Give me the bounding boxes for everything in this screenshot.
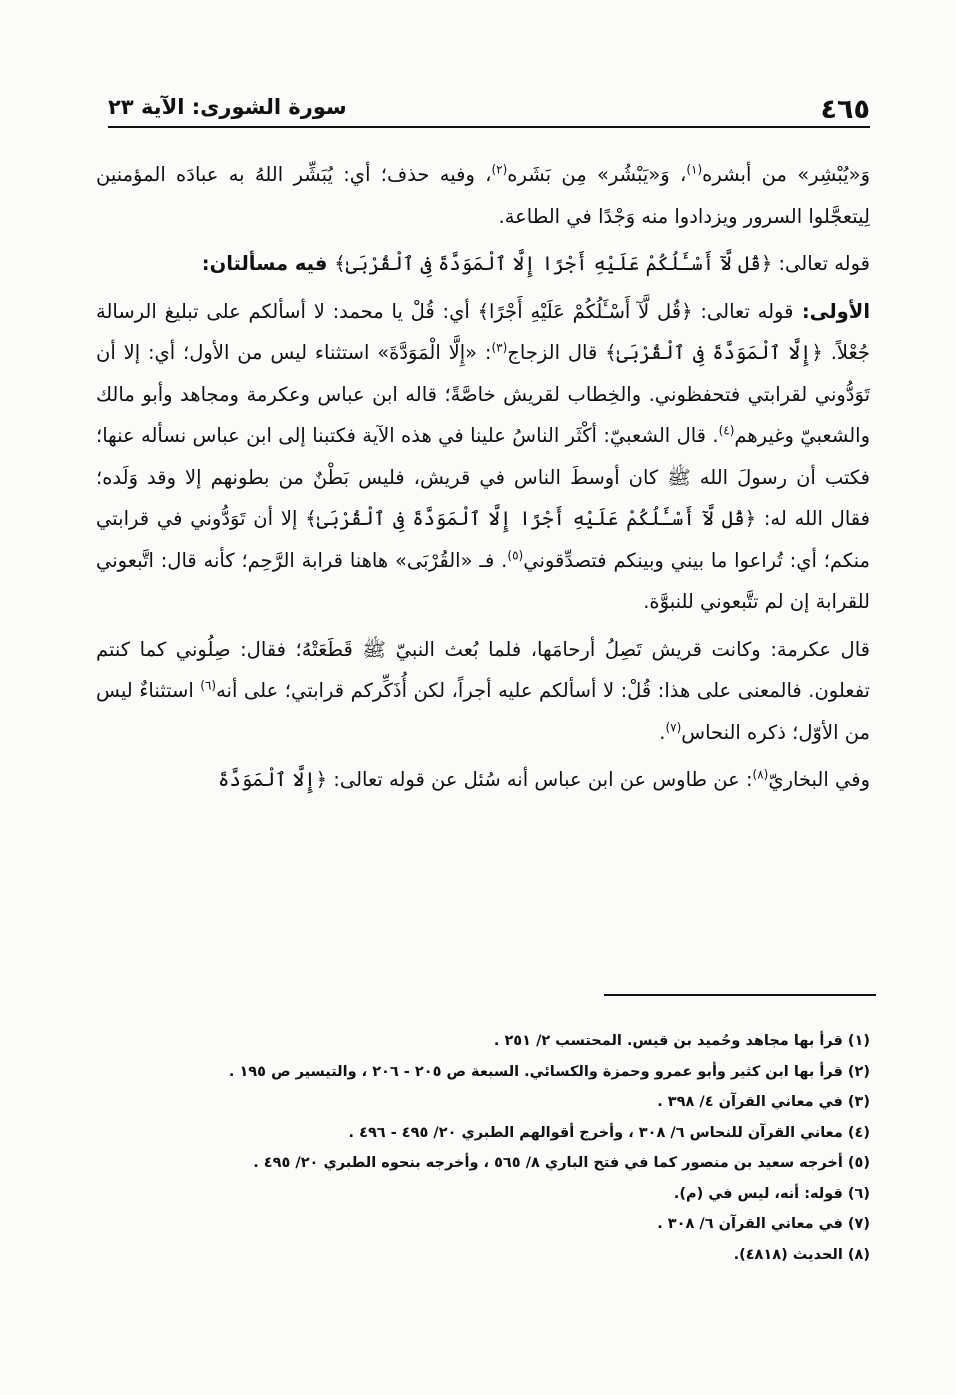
running-title: سورة الشورى: الآية ٢٣ [108,95,347,119]
text-run: قال عكرمة: وكانت قريش تَصِلُ أرحامَها، فلما بُعث النبيّ ﷺ قَطَعَتْهُ؛ فقال: صِلُوني كما كنتم تفعلون. فالمعنى على هذا: قُلْ: لا أسألكم عليه أجراً، لكن أُذَكِّركم قرابتي؛ على أنه [96,637,870,702]
footnote-item: (٥) أخرجه سعيد بن منصور كما في فتح الباري ٨/ ٥٦٥ ، وأخرجه بنحوه الطبري ٢٠/ ٤٩٥ . [253,1155,870,1171]
bold-heading: الأولى: [793,299,871,323]
footnote-item: (٢) قرأ بها ابن كثير وأبو عمرو وحمزة والكسائي. السبعة ص ٢٠٥ - ٢٠٦ ، والتيسير ص ١٩٥ . [228,1063,870,1080]
footnote-reference: (٨) [752,767,769,782]
footnote-reference: (٦) [200,678,217,693]
text-run: قوله تعالى: [692,299,794,323]
paragraph [96,629,870,754]
footnote-item: (٤) معاني القرآن للنحاس ٦/ ٣٠٨ ، وأخرج أقوالهم الطبري ٢٠/ ٤٩٥ - ٤٩٦ . [348,1124,870,1141]
footnote-item: (١) قرأ بها مجاهد وحُميد بن قيس. المحتسب ٢/ ٢٥١ . [493,1033,870,1049]
footnote-reference: (٢) [491,162,508,177]
quran-verse: ﴿قُل لَّآ أَسْـَٔلُكُمْ عَلَيْهِ أَجْرًا إِلَّا ٱلْمَوَدَّةَ فِى ٱلْقُرْبَىٰ﴾ [305,507,757,530]
footnote-item: (٦) قوله: أنه، ليس في (م). [673,1185,870,1202]
paragraph [96,243,870,285]
footnote-separator [604,994,876,996]
footnote-item: (٧) في معاني القرآن ٦/ ٣٠٨ . [657,1216,870,1232]
footnote-item: (٨) الحديث (٤٨١٨). [733,1246,870,1263]
footnotes [120,1026,870,1270]
paragraph [96,759,870,801]
paragraph [96,291,870,623]
page-number: ٤٦٥ [820,93,870,125]
text-run: . [659,720,666,744]
paragraph [96,154,870,237]
page-header [108,70,870,128]
footnote-reference: (٣) [491,340,508,355]
quran-verse: ﴿قُل لَّآ أَسْـَٔلُكُمْ عَلَيْهِ أَجْرًا﴾ [477,299,693,323]
footnote-reference: (٧) [665,720,682,734]
main-text [96,154,870,801]
footnote-item: (٣) في معاني القرآن ٤/ ٣٩٨ . [657,1094,870,1110]
text-run: استثناءٌ ليس من الأوّل؛ ذكره النحاس [96,679,870,744]
text-run: ، وَ«يَبْشُر» مِن بَشَره [507,163,687,186]
text-run: . قال الشعبيّ: أكْثَر الناسُ علينا في هذه الآية فكتبنا إلى ابن عباس نسأله عنها؛ فكتب أن رسولَ الله ﷺ كان أوسطَ الناس في قريش، فليس بَطْنٌ من بطونهم إلا وقد وَلَده؛ فقال الله له: [96,424,870,530]
text-run: وفي البخاريّ [768,768,870,791]
text-run: إلا أن تَوَدُّوني في قرابتي منكم؛ أي: تُراعوا ما بيني وبينكم فتصدِّقوني [96,507,870,572]
text-run: قوله تعالى: [772,252,870,275]
quran-verse: ﴿إِلَّا ٱلْمَوَدَّةَ [218,768,328,791]
text-run: : عن طاوس عن ابن عباس أنه سُئل عن قوله تعالى: [327,768,753,791]
text-run: وَ«يُبْشِر» من أبشره [702,163,870,186]
quran-verse: ﴿إِلَّا ٱلْمَوَدَّةَ فِى ٱلْقُرْبَىٰ﴾ [605,341,823,364]
text-run: . فـ «القُرْبَى» هاهنا قرابة الرَّحِم؛ كأنه قال: اتَّبعوني للقرابة إن لم تتَّبعوني للنبوَّة. [96,548,870,613]
footnote-reference: (١) [686,162,703,177]
text-run: أي: قُلْ يا محمد: لا أسألكم على تبليغ الرسالة جُعْلاً. [96,299,870,364]
text-run: قال الزجاج [507,341,606,364]
text-run: : «إِلَّا الْمَوَدَّةَ» استثناء ليس من الأول؛ أي: إلا أن تَوَدُّوني لقرابتي فتحفظوني. والخِطاب لقريش خاصَّةً؛ قاله ابن عباس وعكرمة ومجاهد وأبو مالك والشعبيّ وغيرهم [96,341,871,447]
text-run: ، وفيه حذف؛ أي: يُبَشِّر اللهُ به عبادَه المؤمنين لِيتعجَّلوا السرور ويزدادوا منه وَجْدًا في الطاعة. [96,163,870,228]
bold-heading: فيه مسألتان: [201,252,335,275]
footnote-reference: (٥) [507,548,524,562]
quran-verse: ﴿قُل لَّآ أَسْـَٔلُكُمْ عَلَيْهِ أَجْرًا إِلَّا ٱلْمَوَدَّةَ فِى ٱلْقُرْبَىٰ﴾ [334,252,773,275]
footnote-reference: (٤) [718,423,735,438]
